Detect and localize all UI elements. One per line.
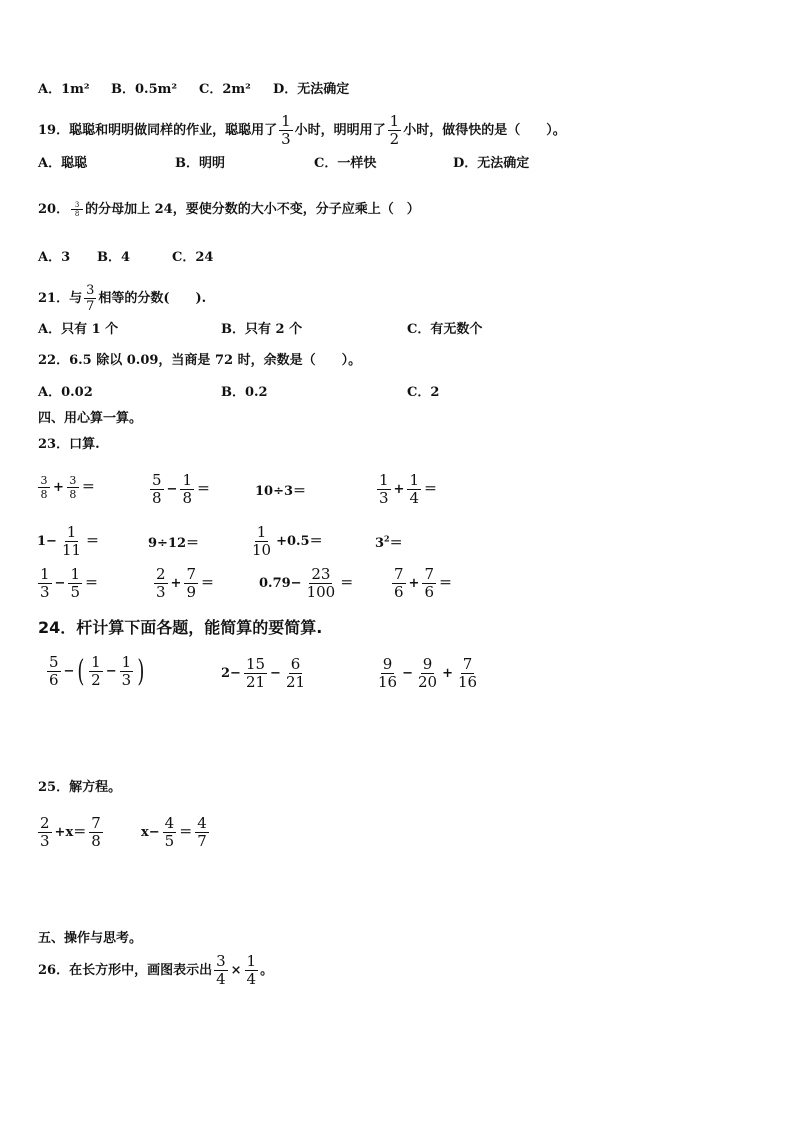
q23-expr-4: $\frac{1}{3}$ + $\frac{1}{4}$ ＝ [379,471,438,507]
q18-option-d: D．无法确定 [273,82,350,97]
q24-expr-1: $\frac{5}{6}$ − ( $\frac{1}{2}$ − $\frac{1}{3}$ ) [49,653,145,689]
q23-expr-12: $\frac{7}{6}$ + $\frac{7}{6}$ ＝ [394,565,453,601]
q23-expr-6: 9÷12＝ [148,536,200,551]
q25-equation-2: x− $\frac{4}{5}$ ＝ $\frac{4}{7}$ [141,814,207,850]
q22-option-c: C．2 [407,385,440,400]
q25-equation-1: $\frac{2}{3}$ +x＝ $\frac{7}{8}$ [40,814,101,850]
section-five-heading: 五、操作与思考。 [38,931,143,946]
q19-option-c: C．一样快 [314,156,377,171]
q24-title: 24．杆计算下面各题，能简算的要简算. [38,618,323,637]
q23-expr-7: $\frac{1}{10}$ +0.5＝ [252,523,323,559]
q24-expr-3: $\frac{9}{16}$ − $\frac{9}{20}$ + $\frac{7}{16}$ [378,655,478,691]
fraction: $\frac{3}{8}$ [71,201,83,218]
q23-expr-1: $\frac{3}{8}$ + $\frac{3}{8}$ ＝ [36,474,96,501]
q23-title: 23．口算. [38,437,100,452]
q22-option-a: A．0.02 [38,385,93,400]
q23-expr-2: $\frac{5}{8}$ − $\frac{1}{8}$ ＝ [152,471,211,507]
q23-expr-9: $\frac{1}{3}$ − $\frac{1}{5}$ ＝ [40,565,99,601]
q23-expr-5: 1− $\frac{1}{11}$ ＝ [37,523,100,559]
q20-option-c: C．24 [172,250,214,265]
q19-option-d: D．无法确定 [453,156,530,171]
q20-option-a: A．3 [38,250,71,265]
q18-option-c: C．2m² [199,82,251,97]
q25-title: 25．解方程。 [38,780,122,795]
q23-expr-10: $\frac{2}{3}$ + $\frac{7}{9}$ ＝ [156,565,215,601]
q23-expr-3: 10÷3＝ [255,484,307,499]
q24-expr-2: 2− $\frac{15}{21}$ − $\frac{6}{21}$ [221,655,306,691]
q26-question: 26．在长方形中，画图表示出 $\frac{3}{4}$ × $\frac{1}{4}$ 。 [38,952,274,988]
q20-option-b: B．4 [97,250,131,265]
q23-expr-11: 0.79− $\frac{23}{100}$ ＝ [259,565,354,601]
q19-option-b: B．明明 [175,156,225,171]
section-four-heading: 四、用心算一算。 [38,411,143,426]
q22-question: 22．6.5 除以 0.09，当商是 72 时，余数是（ ）。 [38,353,362,368]
q22-option-b: B．0.2 [221,385,268,400]
q21-question: 21．与 $\frac{3}{7}$ 相等的分数( ). [38,283,207,314]
q20-question: 20． $\frac{3}{8}$ 的分母加上 24，要使分数的大小不变，分子应乘上（ ） [38,201,420,218]
q23-expr-8: $3^2=$ [375,533,403,551]
q19-option-a: A．聪聪 [38,156,88,171]
fraction: $\frac{1}{2}$ [389,112,400,148]
q18-option-a: A．1m² [38,82,90,97]
q19-question: 19．聪聪和明明做同样的作业，聪聪用了 $\frac{1}{3}$ 小时，明明用了 $\frac{1}{2}$ 小时，做得快的是（ ）。 [38,112,566,148]
q21-option-a: A．只有 1 个 [38,322,119,337]
q21-option-c: C．有无数个 [407,322,483,337]
q18-option-b: B．0.5m² [111,82,178,97]
fraction: $\frac{3}{7}$ [86,283,95,314]
q21-option-b: B．只有 2 个 [221,322,303,337]
fraction: $\frac{1}{3}$ [281,112,291,148]
